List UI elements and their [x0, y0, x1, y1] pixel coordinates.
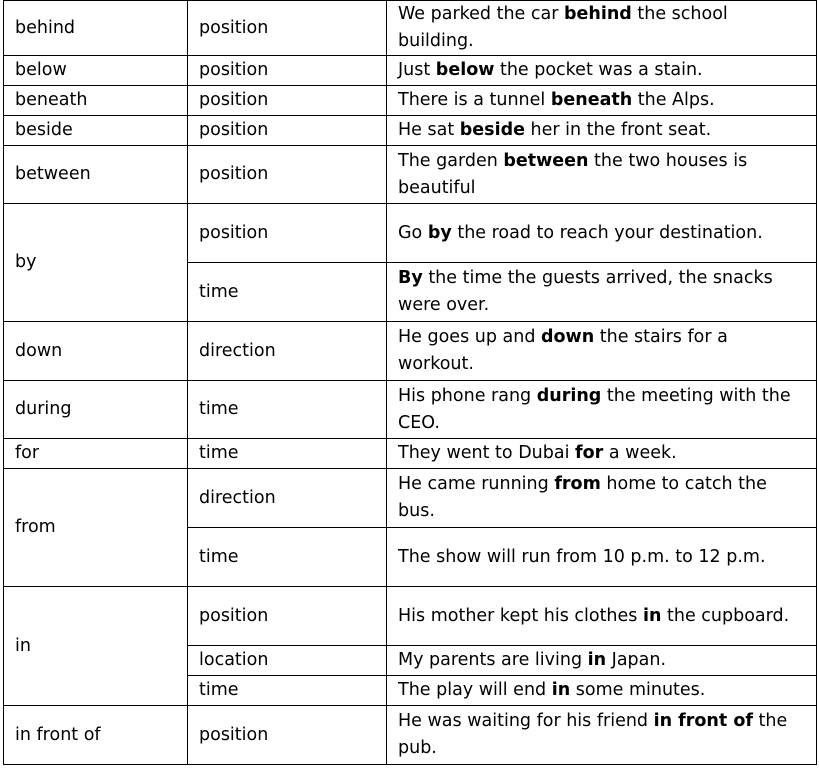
table-row	[4, 56, 817, 86]
example-text: They went to Dubai	[398, 443, 576, 463]
example-keyword: down	[541, 327, 595, 347]
example-text: the cupboard.	[661, 605, 790, 626]
example-cell	[387, 528, 817, 587]
table-row	[4, 381, 817, 439]
table-row	[4, 146, 817, 204]
example-cell	[387, 56, 817, 86]
preposition-cell: from	[4, 469, 188, 587]
usage-cell: time	[188, 439, 387, 469]
preposition-cell: beside	[4, 116, 188, 146]
example-text: He goes up and	[398, 327, 541, 347]
usage-cell: time	[188, 528, 387, 587]
preposition-cell: during	[4, 381, 188, 439]
preposition-cell: by	[4, 204, 188, 322]
table-row	[4, 1, 817, 56]
example-cell	[387, 116, 817, 146]
example-keyword: behind	[563, 4, 632, 24]
example-text: Just	[398, 60, 436, 80]
example-keyword: beside	[459, 120, 525, 140]
example-cell	[387, 381, 817, 439]
usage-cell: position	[188, 116, 387, 146]
example-keyword: between	[503, 150, 589, 171]
example-keyword: during	[536, 385, 602, 406]
usage-cell: direction	[188, 322, 387, 381]
example-cell	[387, 204, 817, 263]
example-text: the pocket was a stain.	[494, 60, 703, 80]
example-text: Japan.	[606, 650, 667, 670]
example-text: her in the front seat.	[524, 120, 712, 140]
example-keyword: beneath	[550, 90, 633, 110]
example-cell	[387, 469, 817, 528]
preposition-cell: in	[4, 587, 188, 706]
usage-cell: time	[188, 263, 387, 322]
example-text: We parked the car	[398, 4, 564, 24]
example-text: His phone rang	[398, 385, 537, 406]
preposition-table-body	[4, 1, 817, 765]
usage-cell: position	[188, 706, 387, 765]
table-row	[4, 439, 817, 469]
example-cell	[387, 263, 817, 322]
example-text: The garden	[398, 150, 504, 171]
example-cell	[387, 706, 817, 765]
preposition-cell: for	[4, 439, 188, 469]
preposition-cell: in front of	[4, 706, 188, 765]
example-text: the road to reach your destination.	[451, 222, 763, 243]
usage-cell: direction	[188, 469, 387, 528]
example-text: He was waiting for his friend	[398, 711, 654, 731]
example-cell	[387, 86, 817, 116]
example-cell	[387, 676, 817, 706]
example-text: a week.	[603, 443, 677, 463]
usage-cell: time	[188, 676, 387, 706]
table-row	[4, 204, 817, 263]
table-row	[4, 322, 817, 381]
example-text: the pub.	[398, 711, 788, 758]
example-keyword: in	[587, 650, 607, 670]
preposition-cell: down	[4, 322, 188, 381]
example-text: The play will end	[398, 680, 552, 700]
example-text: the school building.	[398, 4, 728, 51]
example-text: Go	[398, 222, 428, 243]
example-cell	[387, 146, 817, 204]
preposition-cell: beneath	[4, 86, 188, 116]
usage-cell: position	[188, 146, 387, 204]
preposition-cell: behind	[4, 1, 188, 56]
example-text: some minutes.	[570, 680, 706, 700]
example-keyword: from	[554, 474, 601, 494]
table-row	[4, 116, 817, 146]
example-keyword: for	[575, 443, 604, 463]
usage-cell: position	[188, 587, 387, 646]
preposition-cell: below	[4, 56, 188, 86]
example-keyword: in	[551, 680, 571, 700]
usage-cell: position	[188, 1, 387, 56]
example-cell	[387, 322, 817, 381]
example-text: the stairs for a workout.	[398, 327, 728, 374]
usage-cell: position	[188, 86, 387, 116]
example-text: the Alps.	[632, 90, 715, 110]
example-keyword: in front of	[653, 711, 753, 731]
example-keyword: by	[427, 222, 452, 243]
example-text: the time the guests arrived, the snacks were over.	[398, 268, 773, 315]
usage-cell: time	[188, 381, 387, 439]
example-keyword: in	[642, 605, 662, 626]
example-text: My parents are living	[398, 650, 588, 670]
table-row	[4, 86, 817, 116]
example-cell	[387, 439, 817, 469]
example-keyword: By	[398, 268, 423, 288]
example-cell	[387, 1, 817, 56]
preposition-cell: between	[4, 146, 188, 204]
example-cell	[387, 646, 817, 676]
example-text: He sat	[398, 120, 460, 140]
example-text: the meeting with the CEO.	[398, 385, 791, 433]
preposition-table	[3, 0, 817, 765]
example-text: The show will run from 10 p.m. to 12 p.m.	[398, 546, 766, 567]
example-text: home to catch the bus.	[398, 474, 767, 521]
usage-cell: location	[188, 646, 387, 676]
table-row	[4, 469, 817, 528]
usage-cell: position	[188, 204, 387, 263]
example-text: His mother kept his clothes	[398, 605, 643, 626]
usage-cell: position	[188, 56, 387, 86]
table-row	[4, 706, 817, 765]
example-text: He came running	[398, 474, 555, 494]
example-text: the two houses is beautiful	[398, 150, 748, 198]
table-row	[4, 587, 817, 646]
example-text: There is a tunnel	[398, 90, 551, 110]
example-cell	[387, 587, 817, 646]
example-keyword: below	[435, 60, 495, 80]
